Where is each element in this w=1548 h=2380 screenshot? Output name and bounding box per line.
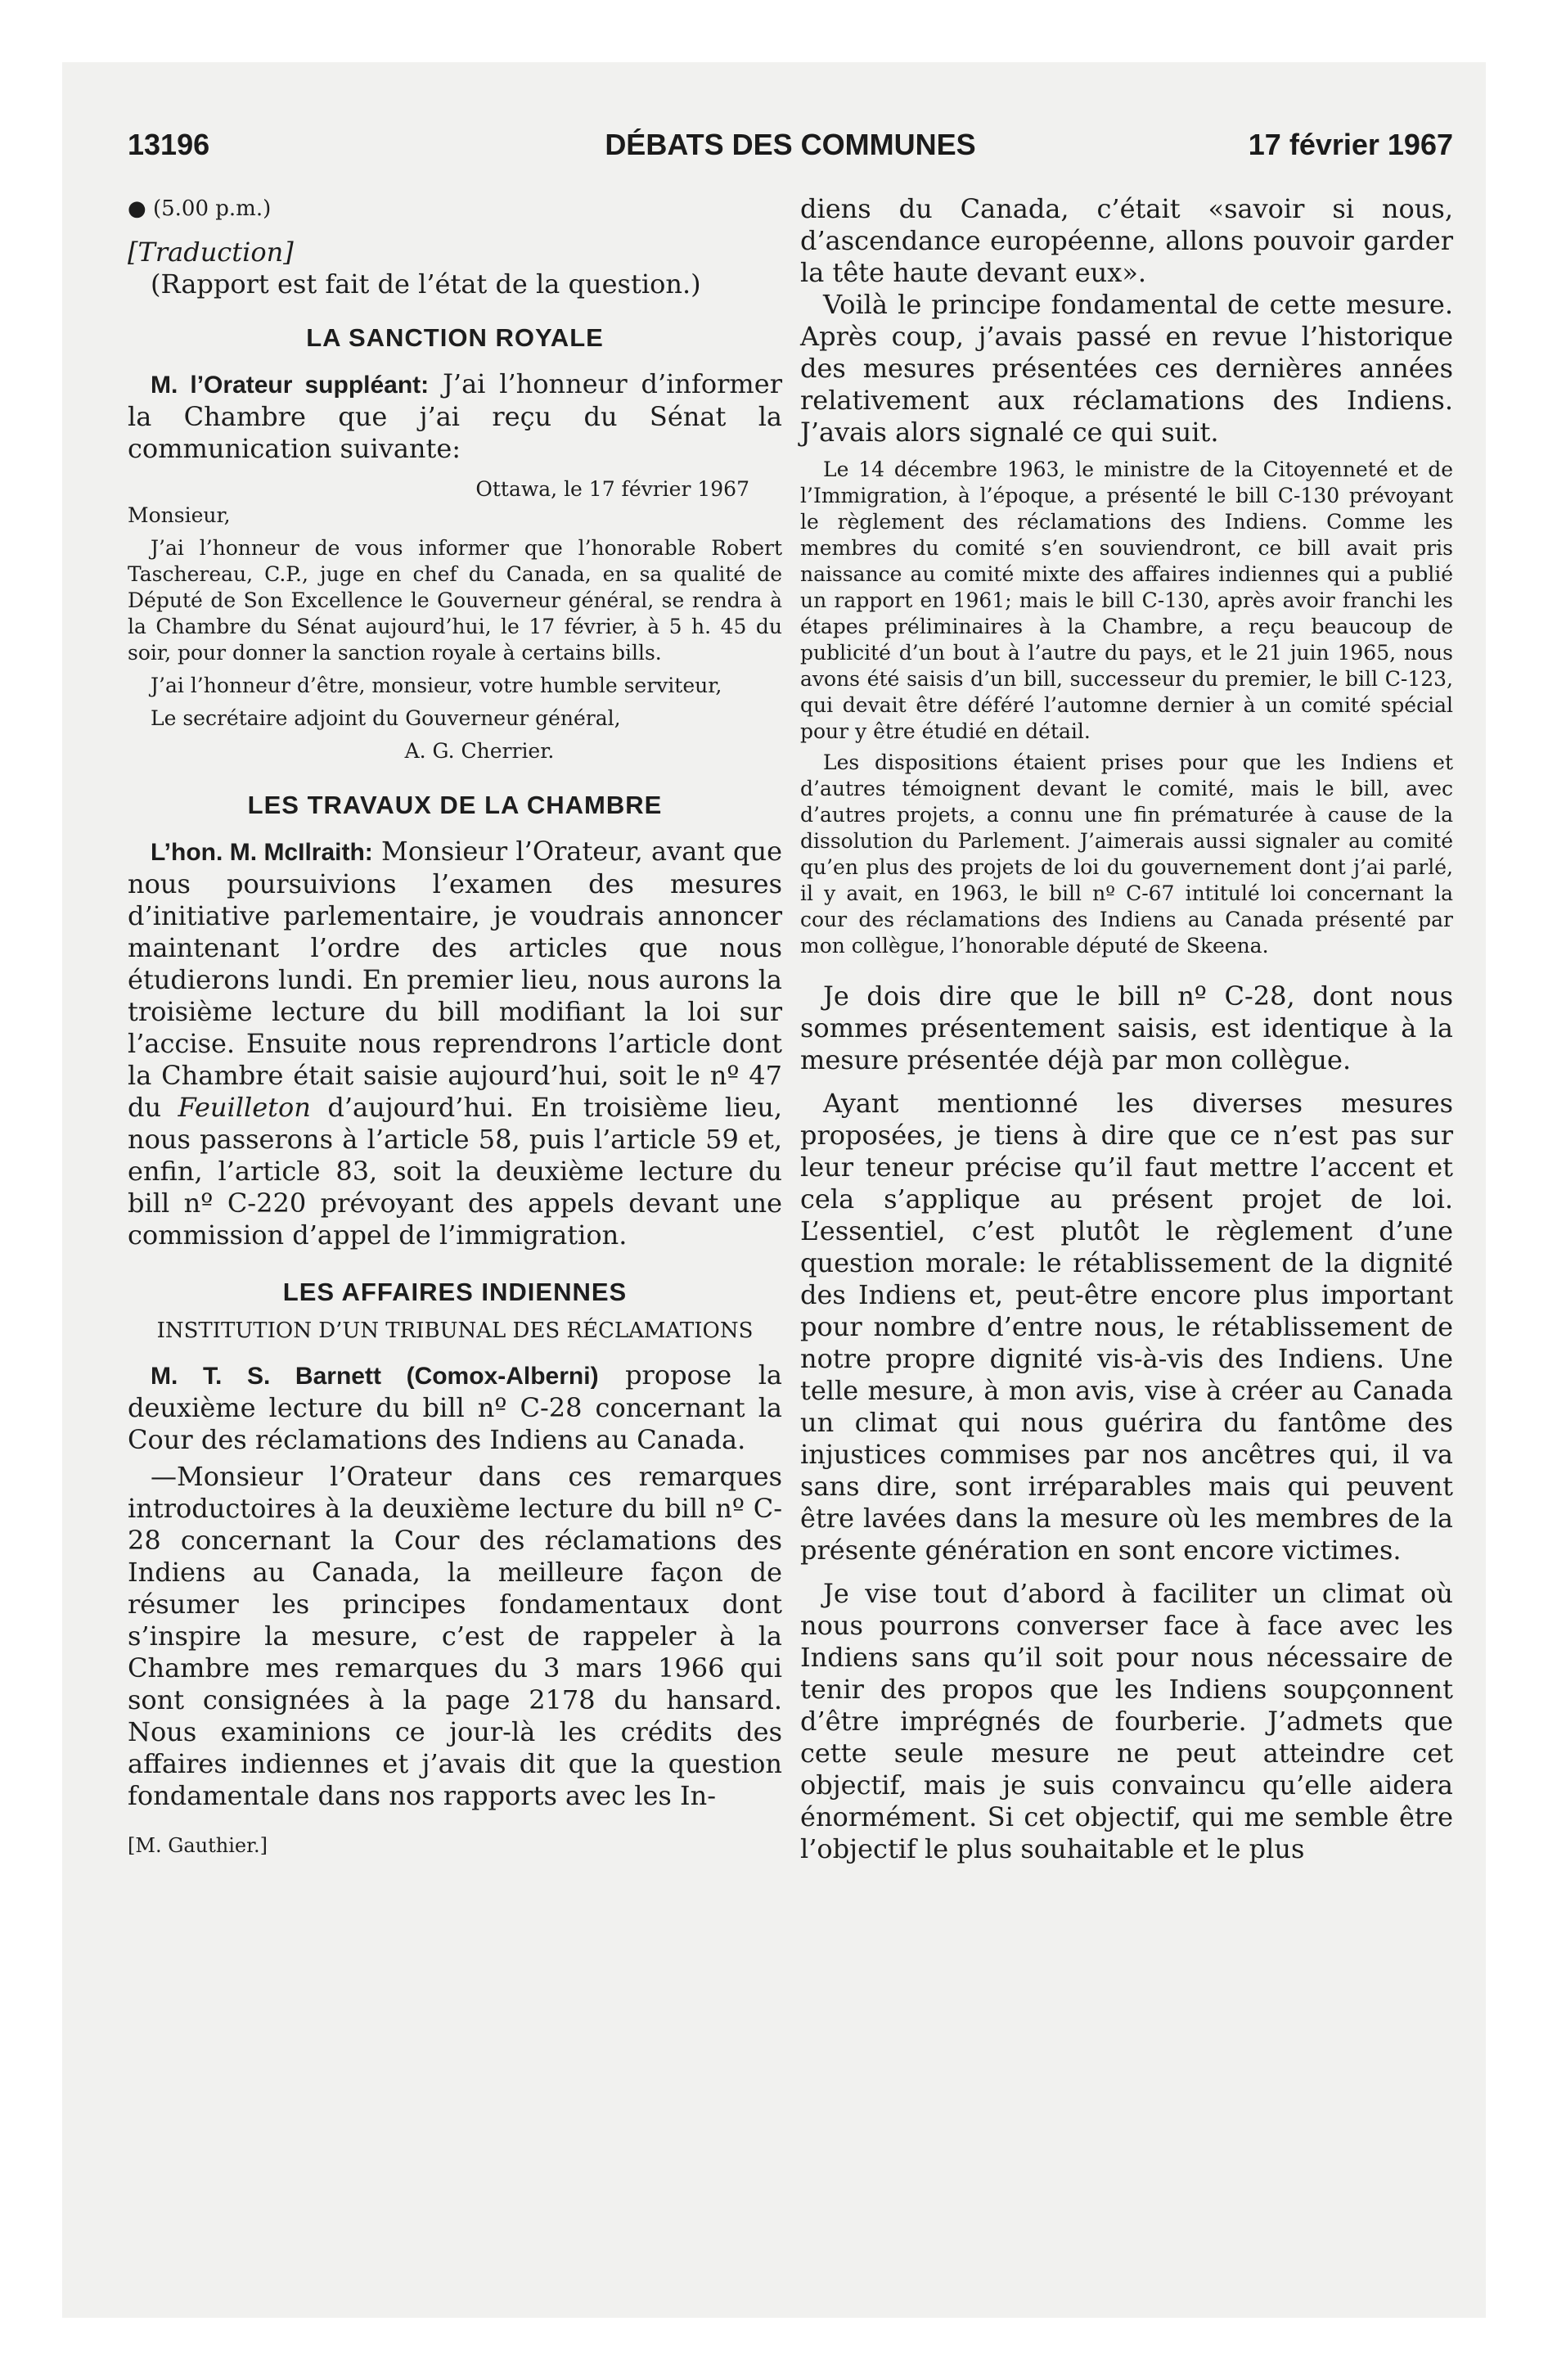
right-paragraph-4: Ayant mentionné les diverses mesures proposées, je tiens à dire que ce n’est pas sur leur teneur précise qu’il faut mettre l’accent et cela s’applique au présent projet de loi. L’essentiel, c’est plutôt le règlement d’une question morale: le rétablissement de la dignité des Indiens et, peut-être encore plus important pour nombre d’entre nous, le rétablissement de notre propre dignité vis-à-vis des Indiens. Une telle mesure, à mon avis, vise à créer au Canada un climat qui nous guérira du fantôme des injustices commises par nos ancêtres qui, il va sans dire, sont irréparables mais qui peuvent être lavées dans la mesure où les membres de la présente génération en sont encore victimes. — [800, 1088, 1453, 1566]
time-mark: ● (5.00 p.m.) — [128, 196, 272, 221]
heading-travaux-chambre: LES TRAVAUX DE LA CHAMBRE — [247, 791, 663, 819]
speaker-barnett: M. T. S. Barnett (Comox-Alberni) — [151, 1363, 599, 1390]
page-header — [128, 128, 1453, 169]
right-column — [800, 193, 1453, 1865]
monsieur-paragraph: —Monsieur l’Orateur dans ces remarques introductoires à la deuxième lecture du bill nº C-28 concernant la Cour des réclamations des Indiens au Canada, la meilleure façon de résumer les principes fondamentaux dont s’inspire la mesure, c’est de rappeler à la Chambre mes remarques du 3 mars 1966 qui sont consignées à la page 2178 du hansard. Nous examinions ce jour-là les crédits des affaires indiennes et j’avais dit que la question fondamentale dans nos rapports avec les In- — [128, 1461, 782, 1811]
letter-signature: A. G. Cherrier. — [404, 739, 555, 763]
right-paragraph-3: Je dois dire que le bill nº C-28, dont nous sommes présentement saisis, est identique à la mesure présentée déjà par mon collègue. — [800, 980, 1453, 1075]
barnett-paragraph: M. T. S. Barnett (Comox-Alberni) propose la deuxième lecture du bill nº C-28 concernant la Cour des réclamations des Indiens au Canada. — [128, 1359, 783, 1455]
publication-title: DÉBATS DES COMMUNES — [605, 128, 976, 161]
page-number: 13196 — [128, 128, 210, 161]
right-paragraph-1: diens du Canada, c’était «savoir si nous, d’ascendance européenne, allons pouvoir garder la tête haute devant eux». — [800, 193, 1453, 288]
report-line: (Rapport est fait de l’état de la question.) — [151, 268, 701, 300]
time-mark-text: (5.00 p.m.) — [152, 196, 272, 221]
letter-closing: J’ai l’honneur d’être, monsieur, votre humble serviteur, — [151, 674, 722, 697]
speaker-mcilraith: L’hon. M. McIlraith: — [151, 839, 373, 866]
left-column — [128, 193, 782, 1862]
right-paragraph-2: Voilà le principe fondamental de cette mesure. Après coup, j’avais passé en revue l’historique des mesures présentées ces dernières années relativement aux réclamations des Indiens. J’avais alors signalé ce qui suit. — [800, 289, 1453, 448]
quote-paragraph-1: Le 14 décembre 1963, le ministre de la Citoyenneté et de l’Immigration, à l’époque, a présenté le bill C-130 prévoyant le règlement des réclamations des Indiens. Comme les membres du comité s’en souviendront, ce bill avait pris naissance au comité mixte des affaires indiennes qui a publié un rapport en 1961; mais le bill C-130, après avoir franchi les étapes préliminaires à la Chambre, a reçu beaucoup de publicité d’un bout à l’autre du pays, et le 21 juin 1965, nous avons été saisis d’un bill, successeur du premier, le bill C-123, qui devait être déféré l’automne dernier à un comité spécial pour y être étudié en détail. — [800, 458, 1453, 743]
subheading-institution: INSTITUTION D’UN TRIBUNAL DES RÉCLAMATIONS — [156, 1318, 754, 1343]
footer-signature: [M. Gauthier.] — [128, 1834, 268, 1857]
letter-signatory-title: Le secrétaire adjoint du Gouverneur général, — [151, 706, 621, 730]
letter-place-date: Ottawa, le 17 février 1967 — [475, 477, 749, 501]
orateur-paragraph: M. l’Orateur suppléant: J’ai l’honneur d’informer la Chambre que j’ai reçu du Sénat la communication suivante: — [128, 368, 782, 464]
translation-label: [Traduction] — [128, 237, 294, 268]
letter-salutation: Monsieur, — [128, 503, 231, 527]
publication-date: 17 février 1967 — [1248, 128, 1453, 161]
quote-paragraph-2: Les dispositions étaient prises pour que les Indiens et d’autres témoignent devant le comité, mais le bill, avec d’autres projets, a connu une fin prématurée à cause de la dissolution du Parlement. J’aimerais aussi signaler au comité qu’en plus des projets de loi du gouvernement dont j’ai parlé, il y avait, en 1963, le bill nº C-67 intitulé loi concernant la cour des réclamations des Indiens au Canada présenté par mon collègue, l’honorable député de Skeena. — [800, 751, 1453, 958]
letter-body: J’ai l’honneur de vous informer que l’honorable Robert Taschereau, C.P., juge en chef du Canada, en sa qualité de Député de Son Excellence le Gouverneur général, se rendra à la Chambre du Sénat aujourd’hui, le 17 février, à 5 h. 45 du soir, pour donner la sanction royale à certains bills. — [128, 536, 782, 665]
heading-sanction-royale: LA SANCTION ROYALE — [306, 323, 604, 352]
heading-affaires-indiennes: LES AFFAIRES INDIENNES — [282, 1278, 628, 1306]
speaker-orateur: M. l’Orateur suppléant: — [151, 372, 430, 399]
mcilraith-paragraph: L’hon. M. McIlraith: Monsieur l’Orateur, avant que nous poursuivions l’examen des mesures d’initiative parlementaire, je voudrais annoncer maintenant l’ordre des articles que nous étudierons lundi. En premier lieu, nous aurons la troisième lecture du bill modifiant la loi sur l’accise. Ensuite nous reprendrons l’article dont la Chambre était saisie aujourd’hui, soit le nº 47 du Feuilleton d’aujourd’hui. En troisième lieu, nous passerons à l’article 58, puis l’article 59 et, enfin, l’article 83, soit la deuxième lecture du bill nº C-220 prévoyant des appels devant une commission d’appel de l’immigration. — [128, 836, 783, 1251]
right-paragraph-5: Je vise tout d’abord à faciliter un climat où nous pourrons converser face à face avec les Indiens sans qu’il soit pour nous nécessaire de tenir des propos que les Indiens soupçonnent d’être imprégnés de fourberie. J’admets que cette seule mesure ne peut atteindre cet objectif, mais je suis convaincu qu’elle aidera énormément. Si cet objectif, qui me semble être l’objectif le plus souhaitable et le plus — [800, 1578, 1453, 1864]
